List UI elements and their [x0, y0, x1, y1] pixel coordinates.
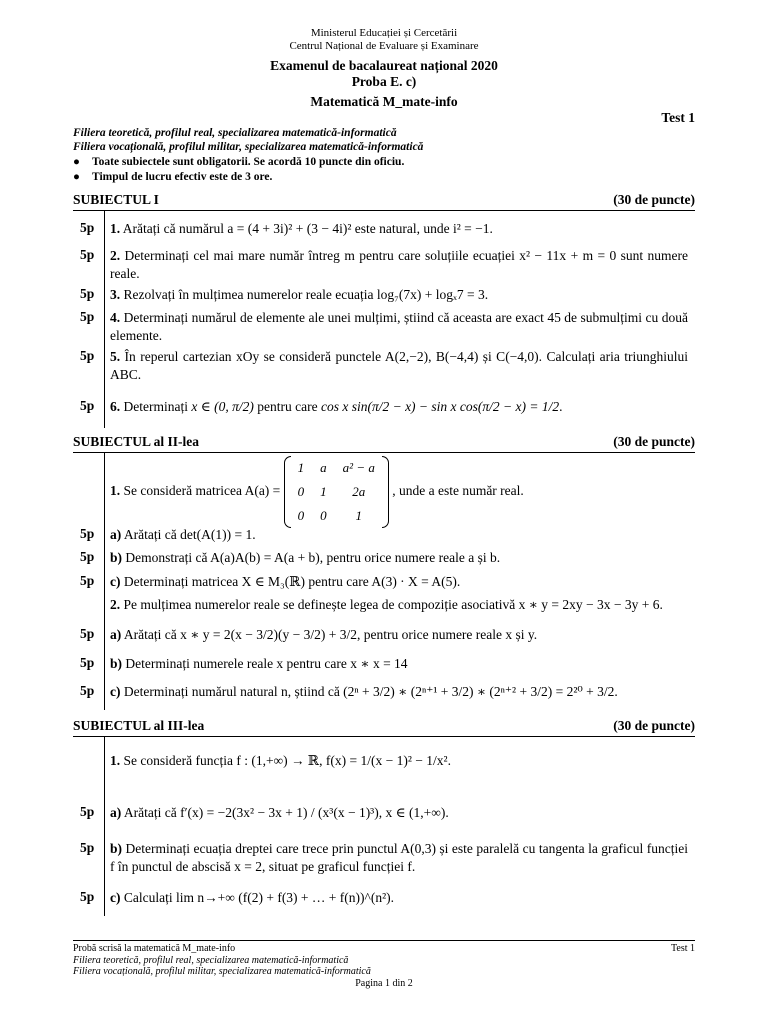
s2-p2b [110, 655, 688, 673]
score-label: 5p [80, 549, 95, 564]
item-text: Arătați că f′(x) = −2(3x² − 3x + 1) / (x³(x − 1)³), x ∈ (1,+∞). [123, 805, 449, 820]
bullet-icon: ● [73, 171, 80, 183]
matrix-A [284, 456, 389, 528]
item-text: Calculați lim n→+∞ (f(2) + f(3) + … + f(n))^(n²). [123, 890, 395, 905]
item-number: 2. [110, 248, 121, 263]
item-number: 6. [110, 399, 121, 414]
item-text: Demonstrați că A(a)A(b) = A(a + b), pentru orice numere reale a și b. [125, 550, 501, 565]
s1-q5 [110, 348, 688, 384]
bullet-icon: ● [73, 156, 80, 168]
item-text: Determinați [123, 399, 188, 414]
s3-p1b [110, 840, 688, 876]
item-text: În reperul cartezian xOy se consideră punctele A(2,−2), B(−4,4) și C(−4,0). Calculați aria triunghiului ABC. [110, 349, 689, 382]
item-number: 1. [110, 753, 121, 768]
item-number: 4. [110, 310, 121, 325]
exam-proba: Proba E. c) [351, 74, 417, 89]
section-3-title [73, 718, 695, 734]
item-number: 5. [110, 349, 121, 364]
header-ministry [0, 27, 768, 53]
item-text: Determinați cel mai mare număr întreg m pentru care soluțiile ecuației x² − 11x + m = 0 sunt numere reale. [110, 248, 689, 281]
filiera-line: Filiera vocațională, profilul militar, specializarea matematică-informatică [73, 141, 424, 153]
section-title: SUBIECTUL al III-lea [73, 718, 205, 733]
test-label: Test 1 [661, 110, 695, 125]
matrix-cell: a² − a [342, 460, 375, 475]
divider [73, 736, 695, 737]
item-letter: a) [110, 805, 122, 820]
item-text: Pe mulțimea numerelor reale se definește legea de compoziție asociativă x ∗ y = 2xy − 3x − 3y + 6. [123, 597, 663, 612]
item-text: Determinați matricea X ∈ M₃(ℝ) pentru care A(3) · X = A(5). [123, 574, 461, 589]
filiera-line: Filiera teoretică, profilul real, specializarea matematică-informatică [73, 127, 397, 139]
s3-p1c [110, 889, 688, 907]
section-title: SUBIECTUL I [73, 192, 159, 207]
item-text: Se consideră funcția f : (1,+∞) → ℝ, f(x) = 1/(x − 1)² − 1/x². [123, 753, 451, 768]
score-label: 5p [80, 840, 95, 855]
score-column-line [104, 452, 105, 710]
instruction-text: Toate subiectele sunt obligatorii. Se acordă 10 puncte din oficiu. [92, 156, 405, 168]
item-letter: a) [110, 527, 122, 542]
s2-p2c [110, 683, 688, 701]
section-points: (30 de puncte) [613, 192, 695, 207]
item-text: Determinați numărul de elemente ale unei mulțimi, știind că aceasta are exact 45 de submulțimi cu două elemente. [110, 310, 688, 343]
matrix-table [290, 456, 383, 528]
item-text: Rezolvați în mulțimea numerelor reale ecuația log₇(7x) + logₓ7 = 3. [123, 287, 489, 302]
footer-line: Probă scrisă la matematică M_mate-info [73, 943, 236, 954]
item-text: pentru care [257, 399, 318, 414]
score-label: 5p [80, 309, 95, 324]
footer-test-label: Test 1 [670, 943, 695, 954]
s2-p2a [110, 626, 688, 644]
section-1-title [73, 192, 695, 208]
s2-p1-intro [110, 456, 688, 528]
score-label: 5p [80, 804, 95, 819]
center-name: Centrul Național de Evaluare și Examinare [289, 40, 479, 52]
score-label: 5p [80, 398, 95, 413]
item-text: Arătați că numărul a = (4 + 3i)² + (3 − 4i)² este natural, unde i² = −1. [122, 221, 493, 236]
instruction-item [73, 170, 404, 185]
exam-title: Examenul de bacalaureat național 2020 [270, 58, 498, 73]
matrix-cell: 0 [320, 508, 327, 523]
item-letter: c) [110, 890, 121, 905]
matrix-cell: 0 [297, 484, 305, 499]
matrix-cell: 2a [352, 484, 366, 499]
item-text: Determinați ecuația dreptei care trece prin punctul A(0,3) și este paralelă cu tangenta la graficul funcției f în punctul de abscisă x = 2, situat pe graficul funcției f. [110, 841, 689, 874]
s2-p1a [110, 526, 688, 544]
matrix-cell: a [320, 460, 327, 475]
subject-title: Matematică M_mate-info [310, 94, 458, 109]
item-letter: a) [110, 627, 122, 642]
instruction-text: Timpul de lucru efectiv este de 3 ore. [92, 171, 273, 183]
section-2-title [73, 434, 695, 450]
matrix-cell: 1 [355, 508, 362, 523]
page-number: Pagina 1 din 2 [355, 977, 413, 989]
s1-q6: 6. Determinați x ∈ (0, π/2) pentru care cos x sin(π/2 − x) − sin x cos(π/2 − x) = 1/2. [110, 399, 563, 414]
item-text: Determinați numerele reale x pentru care x ∗ x = 14 [125, 656, 408, 671]
item-text: Se consideră matricea A(a) = [123, 483, 281, 499]
filiera-block [73, 126, 423, 154]
item-number: 1. [110, 221, 121, 236]
page-footer [73, 940, 695, 989]
matrix-cell: 1 [320, 484, 327, 499]
item-letter: c) [110, 574, 121, 589]
item-text: Determinați numărul natural n, știind că (2ⁿ + 3/2) ∗ (2ⁿ⁺¹ + 3/2) ∗ (2ⁿ⁺² + 3/2) = 2²⁰ + 3/2. [123, 684, 618, 699]
score-label: 5p [80, 220, 95, 235]
s1-q3 [110, 286, 688, 304]
math-expression: cos x sin(π/2 − x) − sin x cos(π/2 − x) = 1/2 [320, 399, 560, 414]
score-label: 5p [80, 348, 95, 363]
math-expression: x ∈ (0, π/2) [191, 399, 254, 414]
item-letter: b) [110, 841, 123, 856]
item-text: Arătați că det(A(1)) = 1. [123, 527, 256, 542]
s2-p1b [110, 549, 688, 567]
score-column-line [104, 736, 105, 916]
matrix-cell: 1 [297, 460, 305, 475]
s2-p2-intro [110, 596, 688, 614]
score-label: 5p [80, 889, 95, 904]
score-label: 5p [80, 286, 95, 301]
s1-q2 [110, 247, 688, 283]
item-letter: b) [110, 550, 123, 565]
score-column-line [104, 210, 105, 428]
divider [73, 210, 695, 211]
item-number: 1. [110, 483, 121, 499]
footer-line: Filiera teoretică, profilul real, specializarea matematică-informatică [73, 954, 349, 966]
exam-title-block [0, 58, 768, 90]
section-title: SUBIECTUL al II-lea [73, 434, 200, 449]
score-label: 5p [80, 655, 95, 670]
score-label: 5p [80, 526, 95, 541]
item-number: 3. [110, 287, 121, 302]
section-points: (30 de puncte) [613, 434, 695, 449]
s3-p1-intro [110, 752, 688, 770]
score-label: 5p [80, 683, 95, 698]
instructions [73, 155, 404, 185]
s2-p1c [110, 573, 688, 591]
item-text: Arătați că x ∗ y = 2(x − 3/2)(y − 3/2) + 3/2, pentru orice numere reale x și y. [123, 627, 538, 642]
s1-q1 [110, 220, 688, 238]
ministry-name: Ministerul Educației și Cercetării [310, 27, 458, 39]
score-label: 5p [80, 573, 95, 588]
score-label: 5p [80, 626, 95, 641]
s3-p1a [110, 804, 688, 822]
instruction-item [73, 155, 404, 170]
item-letter: b) [110, 656, 123, 671]
score-label: 5p [80, 247, 95, 262]
item-number: 2. [110, 597, 121, 612]
item-text: , unde a este număr real. [392, 483, 524, 499]
footer-line: Filiera vocațională, profilul militar, specializarea matematică-informatică [73, 966, 371, 977]
item-letter: c) [110, 684, 121, 699]
s1-q4 [110, 309, 688, 345]
matrix-cell: 0 [297, 508, 305, 523]
divider [73, 452, 695, 453]
section-points: (30 de puncte) [613, 718, 695, 733]
